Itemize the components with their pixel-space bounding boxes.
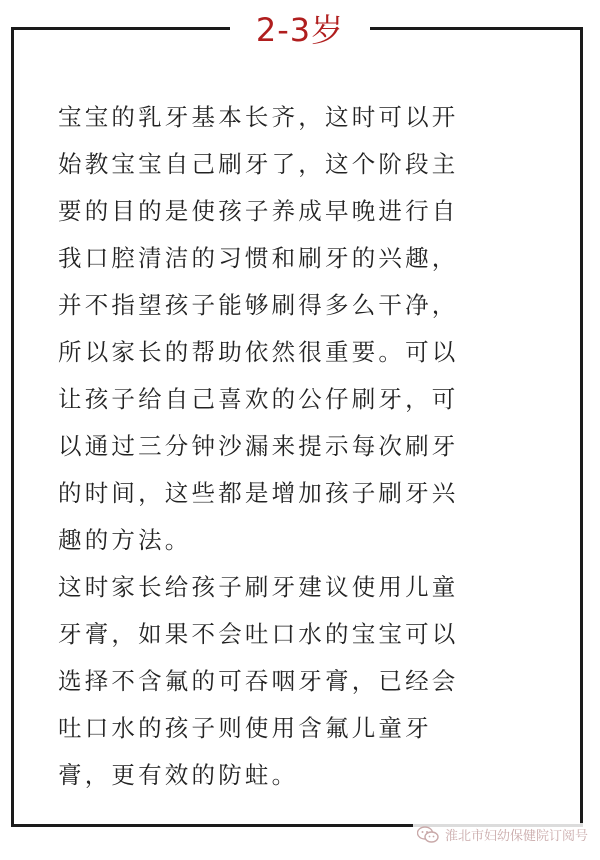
article-body xyxy=(58,94,558,799)
wechat-icon xyxy=(417,826,439,844)
watermark-text: 淮北市妇幼保健院订阅号 xyxy=(444,829,588,844)
text-line: 选择不含氟的可吞咽牙膏，已经会 xyxy=(58,667,459,695)
text-line: 要的目的是使孩子养成早晚进行自 xyxy=(58,197,459,225)
text-line: 我口腔清洁的习惯和刷牙的兴趣， xyxy=(58,244,459,272)
watermark xyxy=(413,823,592,846)
text-line: 趣的方法。 xyxy=(58,526,192,554)
text-line: 的时间，这些都是增加孩子刷牙兴 xyxy=(58,479,459,507)
text-line: 并不指望孩子能够刷得多么干净， xyxy=(58,291,459,319)
text-line: 让孩子给自己喜欢的公仔刷牙，可 xyxy=(58,385,459,413)
title-tab xyxy=(230,0,370,56)
text-line: 以通过三分钟沙漏来提示每次刷牙 xyxy=(58,432,459,460)
text-line: 膏，更有效的防蛀。 xyxy=(58,761,299,789)
text-line: 这时家长给孩子刷牙建议使用儿童 xyxy=(58,573,459,601)
text-line: 牙膏，如果不会吐口水的宝宝可以 xyxy=(58,620,459,648)
page-title: 2-3岁 xyxy=(255,11,345,49)
text-line: 吐口水的孩子则使用含氟儿童牙 xyxy=(58,714,432,742)
text-line: 所以家长的帮助依然很重要。可以 xyxy=(58,338,459,366)
text-line: 始教宝宝自己刷牙了，这个阶段主 xyxy=(58,150,459,178)
paragraph-1 xyxy=(58,94,558,564)
paragraph-2 xyxy=(58,564,558,799)
text-line: 宝宝的乳牙基本长齐，这时可以开 xyxy=(58,103,459,131)
